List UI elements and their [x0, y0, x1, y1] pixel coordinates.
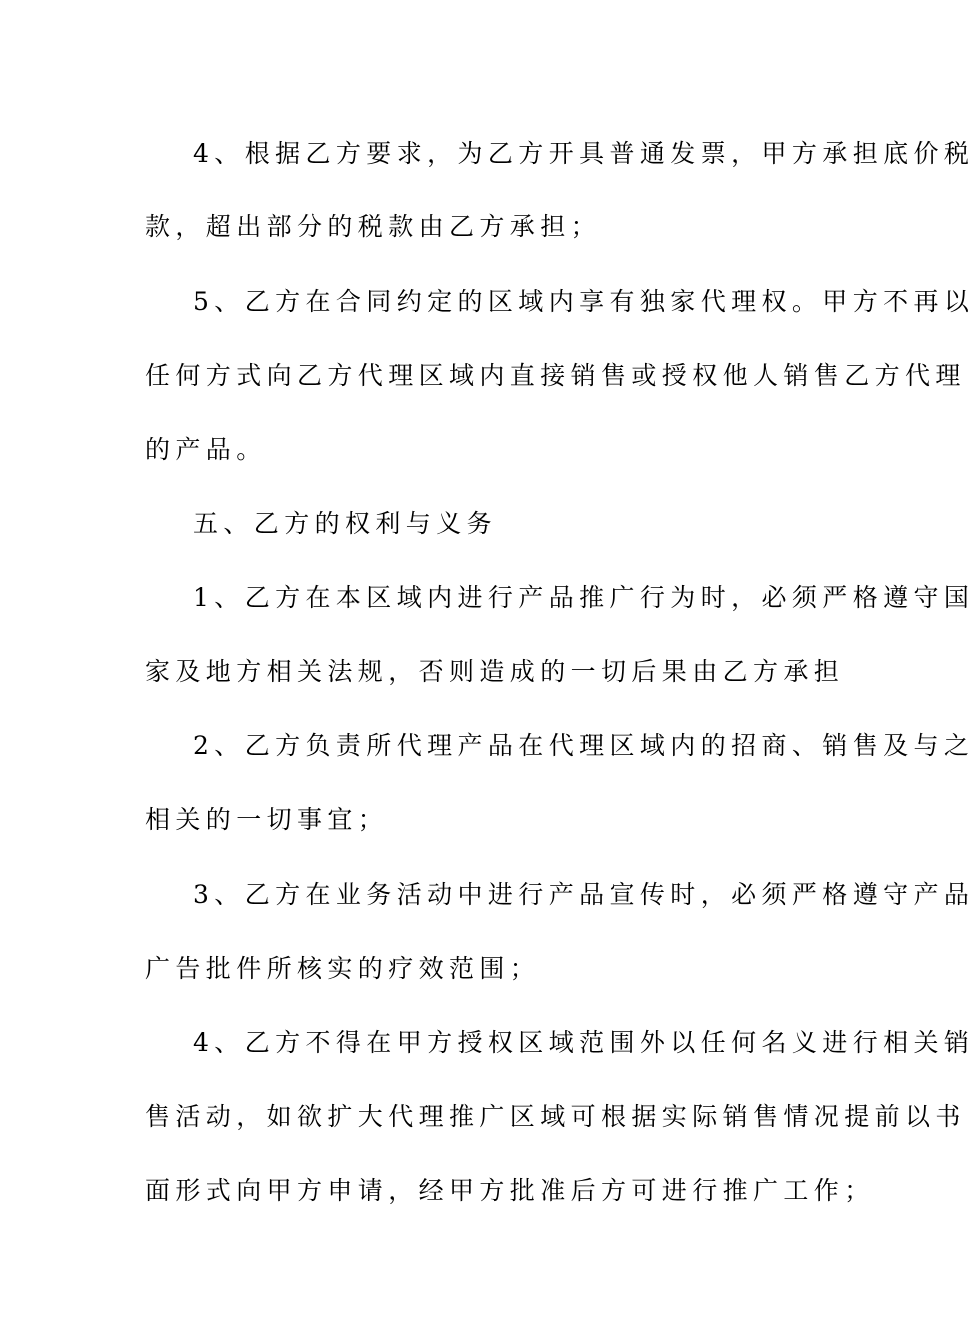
party-b-clause-4-line-2: 售活动，如欲扩大代理推广区域可根据实际销售情况提前以书 — [145, 1102, 966, 1131]
party-b-clause-2-line-1: 2、乙方负责所代理产品在代理区域内的招商、销售及与之 — [193, 731, 974, 760]
party-b-clause-2-line-2: 相关的一切事宜； — [145, 805, 389, 834]
party-b-clause-4-line-3: 面形式向甲方申请，经甲方批准后方可进行推广工作； — [145, 1176, 875, 1205]
party-b-clause-3-line-2: 广告批件所核实的疗效范围； — [145, 954, 541, 983]
clause-5-exclusive-line-2: 任何方式向乙方代理区域内直接销售或授权他人销售乙方代理 — [145, 361, 966, 390]
clause-4-invoice-line-1: 4、根据乙方要求，为乙方开具普通发票，甲方承担底价税 — [193, 139, 974, 168]
clause-5-exclusive-line-1: 5、乙方在合同约定的区域内享有独家代理权。甲方不再以 — [193, 287, 974, 316]
party-b-clause-1-line-2: 家及地方相关法规，否则造成的一切后果由乙方承担 — [145, 657, 845, 686]
party-b-clause-4-line-1: 4、乙方不得在甲方授权区域范围外以任何名义进行相关销 — [193, 1028, 974, 1057]
clause-5-exclusive-line-3: 的产品。 — [145, 435, 267, 464]
party-b-clause-3-line-1: 3、乙方在业务活动中进行产品宣传时，必须严格遵守产品 — [193, 880, 974, 909]
clause-4-invoice-line-2: 款，超出部分的税款由乙方承担； — [145, 212, 602, 241]
section-5-heading: 五、乙方的权利与义务 — [193, 509, 498, 538]
party-b-clause-1-line-1: 1、乙方在本区域内进行产品推广行为时，必须严格遵守国 — [193, 583, 974, 612]
